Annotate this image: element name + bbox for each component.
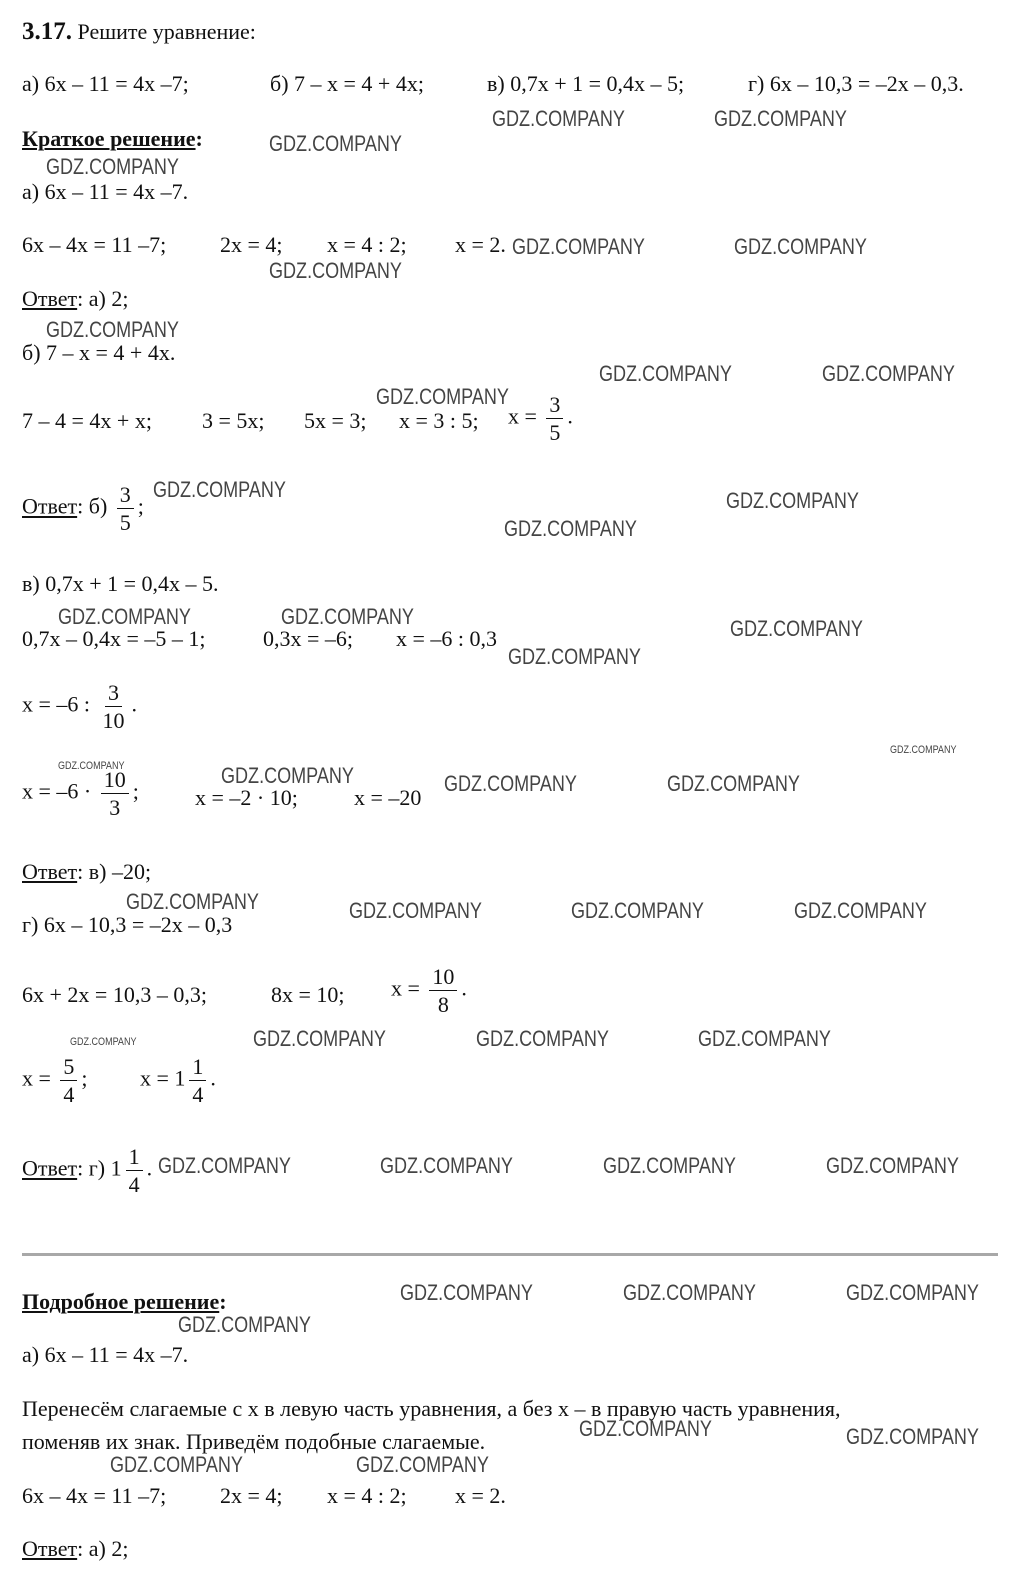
watermark: GDZ.COMPANY bbox=[158, 1153, 291, 1178]
watermark: GDZ.COMPANY bbox=[253, 1026, 386, 1051]
detailed-solution-heading: Подробное решение: bbox=[22, 1289, 227, 1314]
watermark: GDZ.COMPANY bbox=[476, 1026, 609, 1051]
short-b-step: 3 = 5x; bbox=[202, 408, 265, 433]
watermark: GDZ.COMPANY bbox=[714, 106, 847, 131]
watermark: GDZ.COMPANY bbox=[126, 889, 259, 914]
short-c-step: x = –2 · 10; bbox=[195, 785, 298, 810]
watermark: GDZ.COMPANY bbox=[571, 898, 704, 923]
short-c-step: 0,3x = –6; bbox=[263, 626, 354, 651]
watermark: GDZ.COMPANY bbox=[58, 604, 191, 629]
short-d-equation: г) 6x – 10,3 = –2x – 0,3 bbox=[22, 912, 233, 937]
short-d-step: 6x + 2x = 10,3 – 0,3; bbox=[22, 982, 207, 1007]
watermark: GDZ.COMPANY bbox=[492, 106, 625, 131]
watermark: GDZ.COMPANY bbox=[46, 154, 179, 179]
short-c-fraction-step: x = –6 · $\frac{10}{3}$ ; bbox=[22, 767, 139, 821]
fraction: $\frac{3}{5}$ bbox=[546, 393, 563, 444]
short-c-step: x = –20 bbox=[354, 785, 422, 810]
watermark: GDZ.COMPANY bbox=[890, 744, 957, 756]
short-d-fraction-step: x = 1 $\frac{1}{4}$ . bbox=[140, 1054, 216, 1108]
watermark: GDZ.COMPANY bbox=[400, 1280, 533, 1305]
watermark: GDZ.COMPANY bbox=[734, 234, 867, 259]
short-d-step: 8x = 10; bbox=[271, 982, 345, 1007]
watermark: GDZ.COMPANY bbox=[579, 1416, 712, 1441]
short-b-equation: б) 7 – x = 4 + 4x. bbox=[22, 340, 176, 365]
watermark: GDZ.COMPANY bbox=[153, 477, 286, 502]
fraction: $\frac{10}{8}$ bbox=[429, 965, 457, 1016]
fraction: $\frac{1}{4}$ bbox=[189, 1055, 206, 1106]
watermark: GDZ.COMPANY bbox=[698, 1026, 831, 1051]
watermark: GDZ.COMPANY bbox=[444, 771, 577, 796]
problem-item-c: в) 0,7x + 1 = 0,4x – 5; bbox=[487, 71, 685, 96]
watermark: GDZ.COMPANY bbox=[826, 1153, 959, 1178]
watermark: GDZ.COMPANY bbox=[269, 131, 402, 156]
problem-item-b: б) 7 – x = 4 + 4x; bbox=[270, 71, 424, 96]
watermark: GDZ.COMPANY bbox=[380, 1153, 513, 1178]
short-c-step: 0,7x – 0,4x = –5 – 1; bbox=[22, 626, 206, 651]
watermark: GDZ.COMPANY bbox=[794, 898, 927, 923]
watermark: GDZ.COMPANY bbox=[512, 234, 645, 259]
short-a-equation: а) 6x – 11 = 4x –7. bbox=[22, 179, 189, 204]
watermark: GDZ.COMPANY bbox=[178, 1312, 311, 1337]
problem-item-a: а) 6x – 11 = 4x –7; bbox=[22, 71, 189, 96]
short-a-answer: Ответ: а) 2; bbox=[22, 286, 129, 311]
short-a-step: 2x = 4; bbox=[220, 232, 283, 257]
detailed-a-answer: Ответ: а) 2; bbox=[22, 1536, 129, 1561]
short-a-step: x = 4 : 2; bbox=[327, 232, 407, 257]
watermark: GDZ.COMPANY bbox=[356, 1452, 489, 1477]
short-a-step: x = 2. bbox=[455, 232, 506, 257]
watermark: GDZ.COMPANY bbox=[504, 516, 637, 541]
watermark: GDZ.COMPANY bbox=[46, 317, 179, 342]
detailed-paragraph-line: Перенесём слагаемые с x в левую часть уравнения, а без x – в правую часть уравнения, bbox=[22, 1396, 841, 1421]
short-c-answer: Ответ: в) –20; bbox=[22, 859, 152, 884]
short-c-fraction-step: x = –6 : $\frac{3}{10}$ . bbox=[22, 680, 138, 734]
fraction: $\frac{5}{4}$ bbox=[60, 1055, 77, 1106]
section-divider bbox=[22, 1253, 998, 1256]
short-b-fraction-step: x = $\frac{3}{5}$ . bbox=[508, 392, 573, 446]
watermark: GDZ.COMPANY bbox=[281, 604, 414, 629]
watermark: GDZ.COMPANY bbox=[623, 1280, 756, 1305]
watermark: GDZ.COMPANY bbox=[508, 644, 641, 669]
short-b-step: 5x = 3; bbox=[304, 408, 367, 433]
watermark: GDZ.COMPANY bbox=[730, 616, 863, 641]
short-a-step: 6x – 4x = 11 –7; bbox=[22, 232, 167, 257]
watermark: GDZ.COMPANY bbox=[603, 1153, 736, 1178]
problem-header bbox=[22, 18, 256, 46]
watermark: GDZ.COMPANY bbox=[70, 1036, 137, 1048]
watermark: GDZ.COMPANY bbox=[58, 760, 125, 772]
watermark: GDZ.COMPANY bbox=[110, 1452, 243, 1477]
detailed-a-step: x = 2. bbox=[455, 1483, 506, 1508]
short-b-answer: Ответ: б) $\frac{3}{5}$ ; bbox=[22, 482, 144, 536]
short-d-answer: Ответ: г) 1 $\frac{1}{4}$ . bbox=[22, 1144, 153, 1198]
short-solution-heading: Краткое решение: bbox=[22, 126, 203, 151]
watermark: GDZ.COMPANY bbox=[221, 763, 354, 788]
detailed-a-step: x = 4 : 2; bbox=[327, 1483, 407, 1508]
watermark: GDZ.COMPANY bbox=[822, 361, 955, 386]
watermark: GDZ.COMPANY bbox=[846, 1424, 979, 1449]
problem-title: Решите уравнение: bbox=[77, 19, 256, 44]
short-c-step: x = –6 : 0,3 bbox=[396, 626, 498, 651]
watermark: GDZ.COMPANY bbox=[667, 771, 800, 796]
problem-number: 3.17. bbox=[22, 18, 72, 45]
short-c-equation: в) 0,7x + 1 = 0,4x – 5. bbox=[22, 571, 219, 596]
watermark: GDZ.COMPANY bbox=[376, 384, 509, 409]
detailed-paragraph-line: поменяв их знак. Приведём подобные слагаемые. bbox=[22, 1429, 486, 1454]
problem-item-d: г) 6x – 10,3 = –2x – 0,3. bbox=[748, 71, 964, 96]
detailed-a-step: 6x – 4x = 11 –7; bbox=[22, 1483, 167, 1508]
short-b-step: 7 – 4 = 4x + x; bbox=[22, 408, 152, 433]
fraction: $\frac{3}{5}$ bbox=[117, 483, 134, 534]
watermark: GDZ.COMPANY bbox=[349, 898, 482, 923]
watermark: GDZ.COMPANY bbox=[846, 1280, 979, 1305]
detailed-a-step: 2x = 4; bbox=[220, 1483, 283, 1508]
short-d-fraction-step: x = $\frac{5}{4}$ ; bbox=[22, 1054, 88, 1108]
watermark: GDZ.COMPANY bbox=[726, 488, 859, 513]
short-d-fraction-step: x = $\frac{10}{8}$ . bbox=[391, 964, 467, 1018]
fraction: $\frac{1}{4}$ bbox=[126, 1145, 143, 1196]
fraction: $\frac{3}{10}$ bbox=[102, 680, 125, 734]
watermark: GDZ.COMPANY bbox=[269, 258, 402, 283]
fraction: $\frac{10}{3}$ bbox=[101, 768, 129, 819]
short-b-step: x = 3 : 5; bbox=[399, 408, 479, 433]
detailed-a-equation: а) 6x – 11 = 4x –7. bbox=[22, 1342, 189, 1367]
watermark: GDZ.COMPANY bbox=[599, 361, 732, 386]
